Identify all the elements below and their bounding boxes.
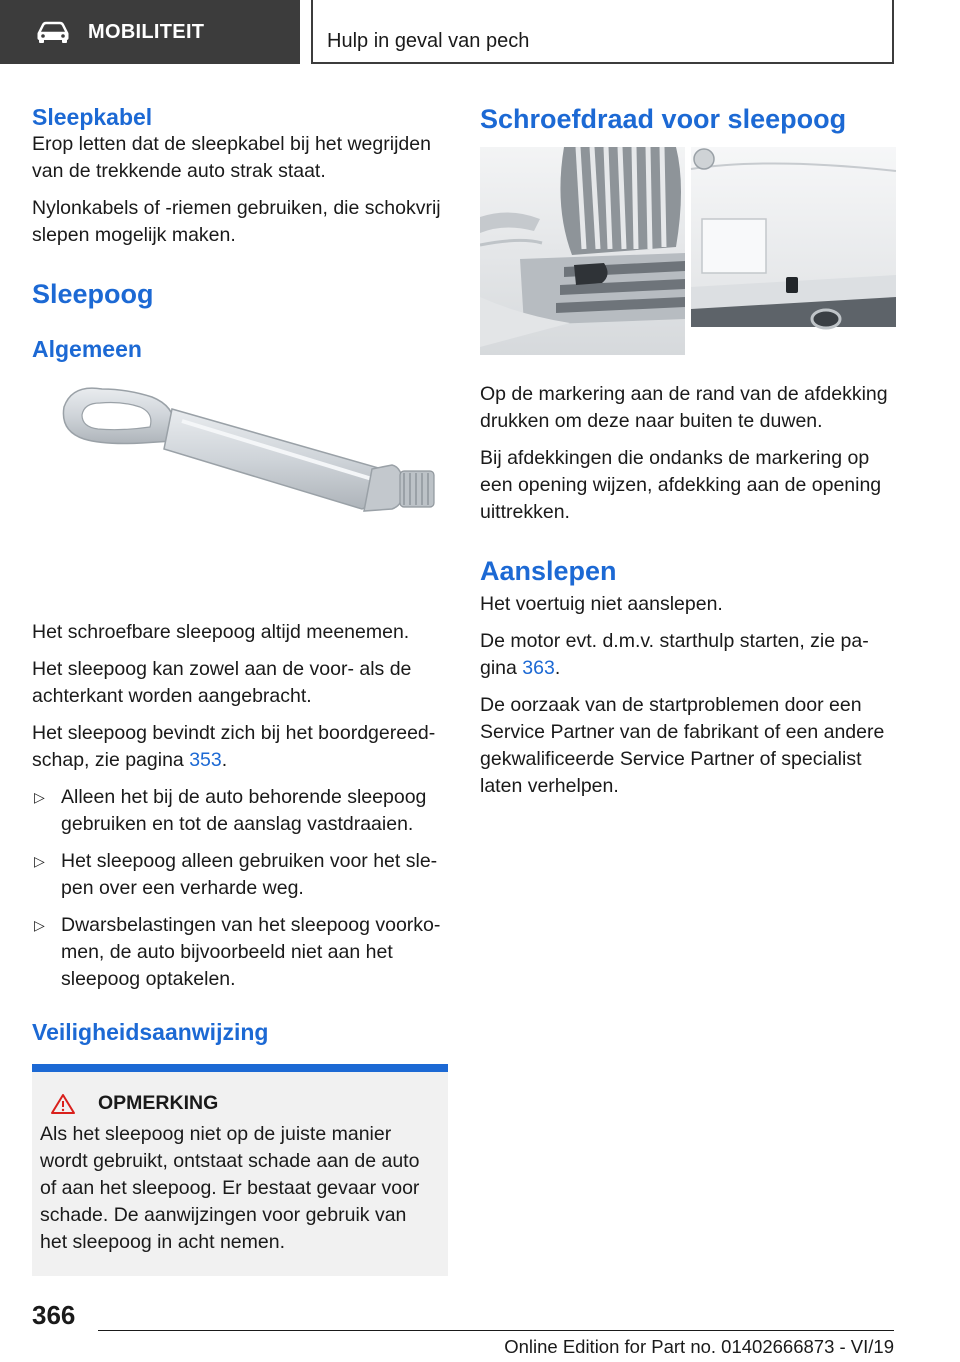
- list-item: ▷ Het sleepoog alleen gebruiken voor het slepen over een verharde weg.: [34, 850, 438, 899]
- triangle-bullet-icon: ▷: [34, 917, 45, 933]
- triangle-bullet-icon: ▷: [34, 789, 45, 805]
- paragraph: Bij afdekkingen die ondanks de markering op een opening wijzen, afdekking aan de opening uittrekken.: [480, 447, 882, 523]
- warning-text: Als het sleepoog niet op de juiste manier wordt gebruikt, ontstaat schade aan de auto of aan het sleepoog. Er bestaat gevaar voor schade. De aanwijzingen voor gebruik van het sleepoog in acht nemen.: [40, 1123, 420, 1253]
- right-column: [480, 100, 896, 810]
- edition-text: Online Edition for Part no. 01402666873 - VI/19: [504, 1336, 894, 1357]
- paragraph: Het sleepoog bevindt zich bij het boordgereedschap, zie pagina 353.: [32, 722, 436, 771]
- heading-algemeen: Algemeen: [32, 336, 142, 362]
- page-reference-link[interactable]: 353: [189, 749, 222, 771]
- list-item: ▷ Alleen het bij de auto behorende sleepoog gebruiken en tot de aanslag vastdraaien.: [34, 786, 427, 835]
- paragraph: De motor evt. d.m.v. starthulp starten, zie pagina 363.: [480, 630, 869, 679]
- paragraph: Op de markering aan de rand van de afdekking drukken om deze naar buiten te duwen.: [480, 383, 888, 432]
- heading-sleepkabel: Sleepkabel: [32, 104, 153, 130]
- chapter-title: Hulp in geval van pech: [327, 30, 530, 52]
- bumper-illustration: [480, 147, 896, 355]
- warning-triangle-icon: [50, 1093, 76, 1115]
- section-title: MOBILITEIT: [88, 20, 205, 43]
- paragraph: De oorzaak van de startproblemen door een Service Partner van de fabrikant of een andere gekwalificeerde Service Partner of specialist laten verhelpen.: [480, 694, 885, 797]
- footer-divider: [98, 1330, 894, 1331]
- left-column: [32, 100, 448, 1276]
- warning-title: OPMERKING: [40, 1092, 438, 1115]
- chapter-header: [311, 0, 894, 64]
- paragraph: Nylonkabels of -riemen gebruiken, die schokvrij slepen mogelijk maken.: [32, 197, 441, 246]
- heading-aanslepen: Aanslepen: [480, 556, 617, 586]
- tow-eye-illustration: [32, 369, 448, 605]
- paragraph: Het voertuig niet aanslepen.: [480, 593, 723, 615]
- section-header: [0, 0, 300, 64]
- warning-box: [32, 1064, 448, 1276]
- triangle-bullet-icon: ▷: [34, 853, 45, 869]
- paragraph: Het schroefbare sleepoog altijd meenemen.: [32, 621, 410, 643]
- paragraph: Erop letten dat de sleepkabel bij het wegrijden van de trekkende auto strak staat.: [32, 133, 431, 182]
- bumper-image: [480, 147, 896, 355]
- paragraph: Het sleepoog kan zowel aan de voor- als de achterkant worden aangebracht.: [32, 658, 412, 707]
- heading-veiligheid: Veiligheidsaanwijzing: [32, 1019, 269, 1045]
- instruction-list: [32, 784, 448, 993]
- page-number: 366: [32, 1300, 76, 1330]
- list-item: ▷ Dwarsbelastingen van het sleepoog voorkomen, de auto bijvoorbeeld niet aan het sleepoog optakelen.: [34, 914, 441, 990]
- page-reference-link[interactable]: 363: [522, 657, 555, 679]
- heading-sleepoog: Sleepoog: [32, 279, 154, 309]
- heading-schroefdraad: Schroefdraad voor sleepoog: [480, 104, 847, 134]
- car-icon: [36, 21, 70, 43]
- tow-eye-image: [32, 369, 448, 605]
